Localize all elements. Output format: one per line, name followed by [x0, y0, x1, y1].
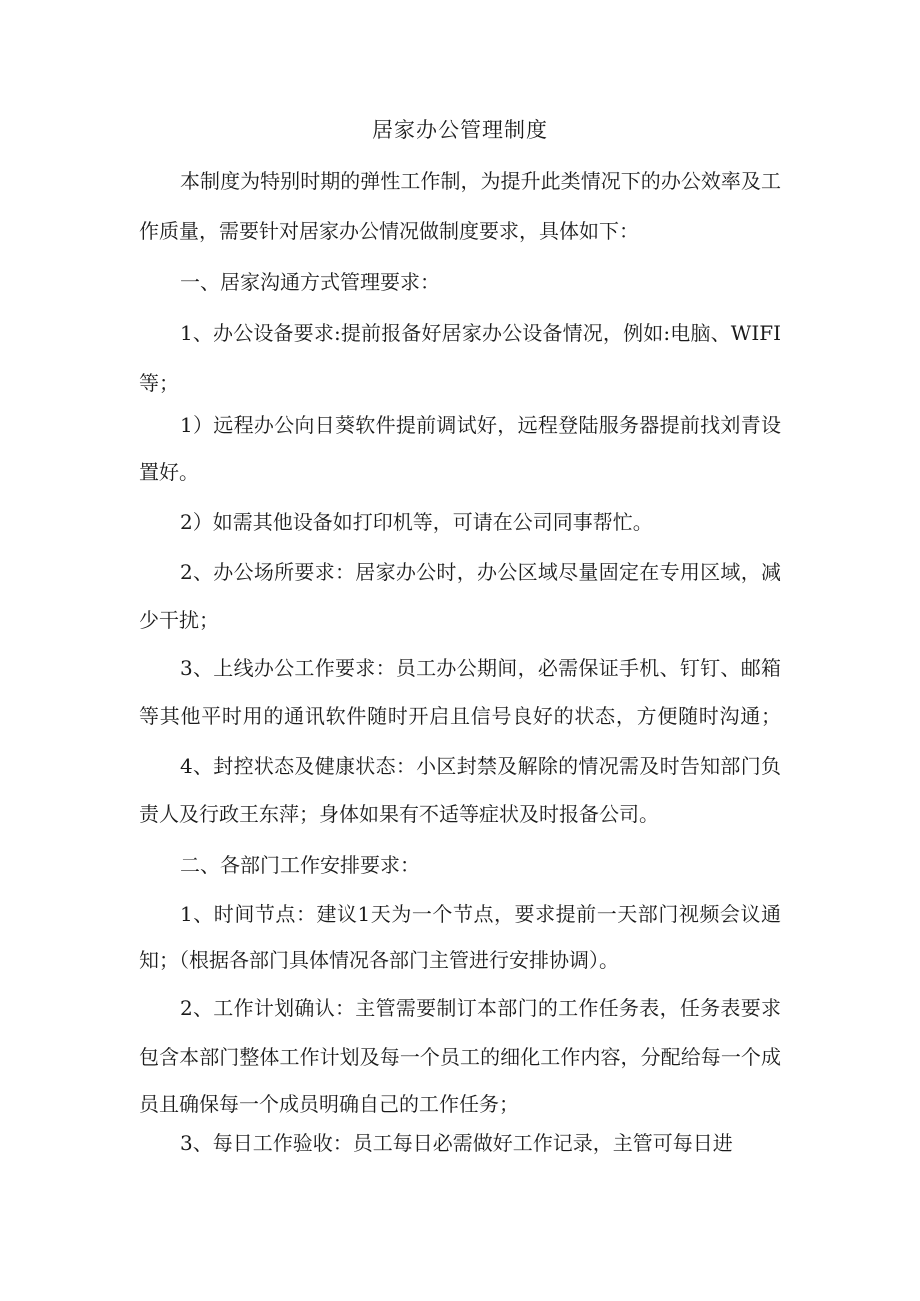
paragraph-line: 3、每日工作验收：员工每日必需做好工作记录，主管可每日进 — [180, 1131, 733, 1155]
paragraph-line: 1、办公设备要求:提前报备好居家办公设备情况，例如:电脑、WIFI — [180, 321, 781, 345]
section-heading: 二、各部门工作安排要求： — [180, 853, 420, 877]
section-heading: 一、居家沟通方式管理要求： — [180, 270, 440, 294]
paragraph-line: 本制度为特别时期的弹性工作制，为提升此类情况下的办公效率及工 — [180, 169, 781, 193]
paragraph-line: 等其他平时用的通讯软件随时开启且信号良好的状态，方便随时沟通； — [139, 704, 781, 728]
paragraph-line: 等； — [139, 371, 179, 395]
paragraph-line: 3、上线办公工作要求：员工办公期间，必需保证手机、钉钉、邮箱 — [180, 656, 781, 680]
paragraph-line: 1、时间节点：建议1天为一个节点，要求提前一天部门视频会议通 — [180, 902, 781, 926]
paragraph-line: 1）远程办公向日葵软件提前调试好，远程登陆服务器提前找刘青设 — [180, 413, 781, 437]
paragraph-line: 置好。 — [139, 460, 199, 484]
paragraph-line: 4、封控状态及健康状态：小区封禁及解除的情况需及时告知部门负 — [180, 754, 781, 778]
document-title: 居家办公管理制度 — [372, 118, 548, 142]
paragraph-line: 责人及行政王东萍；身体如果有不适等症状及时报备公司。 — [139, 802, 659, 826]
paragraph-line: 少干扰； — [139, 608, 219, 632]
paragraph-line: 包含本部门整体工作计划及每一个员工的细化工作内容，分配给每一个成 — [139, 1045, 781, 1069]
paragraph-line: 2、办公场所要求：居家办公时，办公区域尽量固定在专用区域，减 — [180, 560, 781, 584]
paragraph-line: 知；（根据各部门具体情况各部门主管进行安排协调）。 — [139, 948, 619, 972]
paragraph-line: 员且确保每一个成员明确自己的工作任务； — [139, 1092, 519, 1116]
paragraph-line: 作质量，需要针对居家办公情况做制度要求，具体如下： — [139, 219, 639, 243]
paragraph-line: 2、工作计划确认：主管需要制订本部门的工作任务表，任务表要求 — [180, 996, 781, 1020]
paragraph-line: 2）如需其他设备如打印机等，可请在公司同事帮忙。 — [180, 510, 653, 534]
